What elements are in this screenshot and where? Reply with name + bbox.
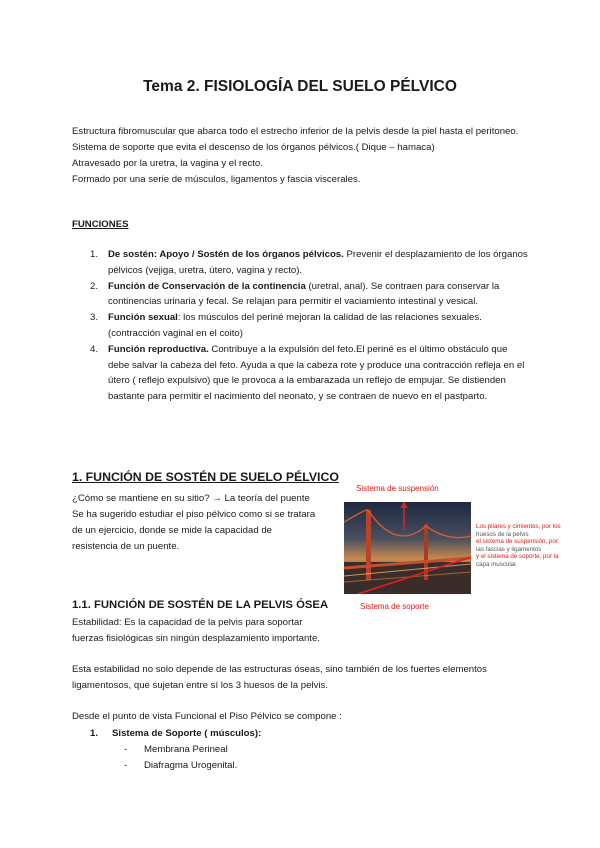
caption-line: capa muscular. <box>476 560 518 568</box>
support-system-list <box>90 726 261 774</box>
list-item <box>90 279 530 310</box>
item-label: Sistema de Soporte ( músculos): <box>112 728 262 739</box>
bridge-photo <box>344 502 471 594</box>
dash-bullet: - <box>124 744 128 755</box>
suspension-label: Sistema de suspensión <box>356 484 439 493</box>
item-bold: Función de Conservación de la continencia <box>108 280 306 292</box>
intro-line: Atravesado por la uretra, la vagina y el recto. <box>72 158 263 169</box>
bridge-figure <box>344 483 589 613</box>
caption-line: las fascias y ligamentos <box>476 545 542 553</box>
caption-line: y el sistema de soporte, por la <box>476 553 559 561</box>
sublist-text: Diafragma Urogenital. <box>144 760 238 771</box>
caption-line: el sistema de suspensión, por <box>476 538 558 546</box>
item-bold: Función reproductiva. <box>108 344 209 356</box>
dash-bullet: - <box>124 760 128 771</box>
functional-paragraph: Desde el punto de vista Funcional el Piso Pélvico se compone : <box>72 711 342 722</box>
intro-paragraphs <box>72 124 542 188</box>
item-number: 2. <box>90 280 99 292</box>
section-1-text <box>72 491 342 555</box>
item-text: Contribuye a la expulsión del feto.El periné es el último obstáculo que debe salvar la cabeza del feto. Ayuda a que la cabeza rote y produce una contracción refleja en el útero ( reflejo expulsivo) que le provoca a la embarazada un reflejo de empujar. Se distienden bastante para permitir el nacimiento del neonato, y se contraen de nuevo en el pastparto. <box>108 344 525 402</box>
caption-line: Los pilares y cimientos, por los <box>476 523 561 530</box>
bridge-illustration <box>344 502 471 594</box>
section-1-line: resistencia de un puente. <box>72 541 180 552</box>
section-1-1-heading: 1.1. FUNCIÓN DE SOSTÉN DE LA PELVIS ÓSEA <box>72 599 329 611</box>
item-number: 1. <box>90 728 99 739</box>
section-1-line: de un ejercicio, donde se mide la capacidad de <box>72 525 273 536</box>
item-number: 3. <box>90 312 99 324</box>
section-1-line: Se ha sugerido estudiar el piso pélvico como si se tratara <box>72 509 316 520</box>
list-item <box>90 247 530 278</box>
section-1-heading: 1. FUNCIÓN DE SOSTÉN DE SUELO PÉLVICO <box>72 470 339 484</box>
item-bold: De sostén: Apoyo / Sostén de los órganos pélvicos. <box>108 249 344 260</box>
funciones-list <box>90 247 530 405</box>
list-item <box>90 342 530 404</box>
item-number: 4. <box>90 344 99 356</box>
intro-line: Formado por una serie de músculos, ligamentos y fascia viscerales. <box>72 174 361 185</box>
sublist-text: Membrana Perineal <box>144 744 228 755</box>
list-item <box>90 310 530 341</box>
list-item <box>90 726 261 742</box>
intro-line: Estructura fibromuscular que abarca todo el estrecho inferior de la pelvis desde la piel hasta el peritoneo. <box>72 126 519 137</box>
sublist-item <box>124 758 261 774</box>
item-text: : los músculos del periné mejoran la calidad de las relaciones sexuales. (contracción vaginal en el coito) <box>108 312 482 339</box>
support-label: Sistema de soporte <box>360 602 429 611</box>
section-1-1-line: Estabilidad: Es la capacidad de la pelvis para soportar <box>72 617 303 628</box>
support-sublist <box>124 742 261 774</box>
page-title: Tema 2. FISIOLOGÍA DEL SUELO PÉLVICO <box>143 78 457 95</box>
caption-line: huesos de la pelvis <box>476 530 529 538</box>
item-bold: Función sexual <box>108 312 178 324</box>
item-number: 1. <box>90 249 99 260</box>
funciones-heading: FUNCIONES <box>72 219 129 230</box>
item-text: (uretral, anal). Se contraen para conservar la continencias urinaria y fecal. Se relajan para permitir el vaciamiento intestinal y vesical. <box>108 280 500 308</box>
stability-paragraph: Esta estabilidad no solo depende de las estructuras óseas, sino también de los fuertes elementos ligamentosos, que sujetan entre sí los 3 huesos de la pelvis. <box>72 664 487 691</box>
figure-caption <box>476 523 588 569</box>
intro-line: Sistema de soporte que evita el descenso de los órganos pélvicos.( Dique – hamaca) <box>72 142 435 153</box>
section-1-1-text <box>72 615 342 647</box>
sublist-item <box>124 742 261 758</box>
section-1-1-line: fuerzas fisiológicas sin ningún desplazamiento importante. <box>72 633 320 644</box>
item-text: Prevenir el desplazamiento de los órganos pélvicos (vejiga, uretra, útero, vagina y recto). <box>108 249 528 276</box>
section-1-line: ¿Cómo se mantiene en su sitio? → La teoría del puente <box>72 493 310 504</box>
